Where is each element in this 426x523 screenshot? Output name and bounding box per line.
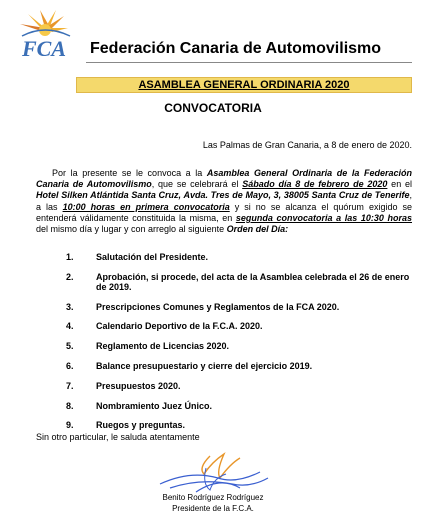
header-divider: [86, 62, 412, 63]
assembly-banner: ASAMBLEA GENERAL ORDINARIA 2020: [76, 77, 412, 93]
document-title: CONVOCATORIA: [164, 101, 262, 115]
body-text-segment: Por la presente se le convoca a la: [52, 168, 207, 178]
agenda-item-text: Balance presupuestario y cierre del ejercicio 2019.: [96, 360, 313, 371]
agenda-item-text: Reglamento de Licencias 2020.: [96, 341, 230, 352]
agenda-item-text: Prescripciones Comunes y Reglamentos de la FCA 2020.: [96, 301, 340, 312]
organization-name: Federación Canaria de Automovilismo: [90, 40, 382, 57]
agenda-heading: Orden del Día:: [226, 224, 289, 235]
agenda-item: [66, 302, 416, 312]
convocation-paragraph: [36, 168, 412, 235]
agenda-item-text: Nombramiento Juez Único.: [96, 400, 213, 411]
agenda-item-number: 4.: [66, 321, 74, 332]
agenda-item-text: Presupuestos 2020.: [96, 380, 181, 391]
agenda-item: [66, 321, 416, 331]
fca-logo: [12, 6, 78, 62]
body-text-segment: del mismo día y lugar y con arreglo al siguiente: [36, 224, 227, 235]
signer-role: Presidente de la F.C.A.: [172, 504, 254, 513]
agenda-item: [66, 341, 416, 351]
signer-name: Benito Rodríguez Rodríguez: [162, 493, 264, 502]
second-call-time: segunda convocatoria a las 10:30 horas: [235, 212, 412, 223]
body-text-segment: en el: [387, 179, 412, 190]
agenda-item-number: 3.: [66, 301, 74, 312]
closing-line: Sin otro particular, le saluda atentamente: [36, 432, 200, 442]
agenda-item: [66, 272, 416, 292]
signer-block: [0, 492, 426, 514]
first-call-time: 10:00 horas en primera convocatoria: [62, 201, 230, 212]
assembly-name: Asamblea General Ordinaria de la Federación Canaria de Automovilismo: [36, 168, 412, 190]
agenda-item: [66, 252, 416, 262]
agenda-item: [66, 420, 416, 430]
agenda-item: [66, 361, 416, 371]
agenda-item-number: 9.: [66, 420, 74, 431]
agenda-item: [66, 381, 416, 391]
agenda-item-number: 7.: [66, 380, 74, 391]
meeting-date: Sábado día 8 de febrero de 2020: [242, 179, 388, 190]
logo-text: FCA: [22, 36, 67, 61]
agenda-item-text: Salutación del Presidente.: [96, 252, 209, 262]
body-text-segment: , a las: [36, 190, 412, 212]
meeting-venue: Hotel Silken Atlántida Santa Cruz, Avda. Tres de Mayo, 3, 38005 Santa Cruz de Tenerife: [36, 190, 410, 201]
date-line: Las Palmas de Gran Canaria, a 8 de enero de 2020.: [202, 140, 412, 150]
agenda-item-text: Ruegos y preguntas.: [96, 420, 186, 431]
agenda-list: [66, 252, 416, 440]
body-text-segment: y si no se alcanza el quórum exigido se entenderá válidamente constituida la misma, en: [36, 201, 412, 223]
body-text-segment: , que se celebrará el: [151, 179, 243, 190]
agenda-item-number: 1.: [66, 252, 74, 262]
agenda-item-text: Calendario Deportivo de la F.C.A. 2020.: [96, 321, 263, 332]
agenda-item-number: 5.: [66, 341, 74, 352]
agenda-item-number: 2.: [66, 271, 74, 282]
agenda-item-text: Aprobación, si procede, del acta de la Asamblea celebrada el 26 de enero de 2019.: [96, 271, 410, 292]
agenda-item-number: 6.: [66, 360, 74, 371]
agenda-item-number: 8.: [66, 400, 74, 411]
agenda-item: [66, 401, 416, 411]
